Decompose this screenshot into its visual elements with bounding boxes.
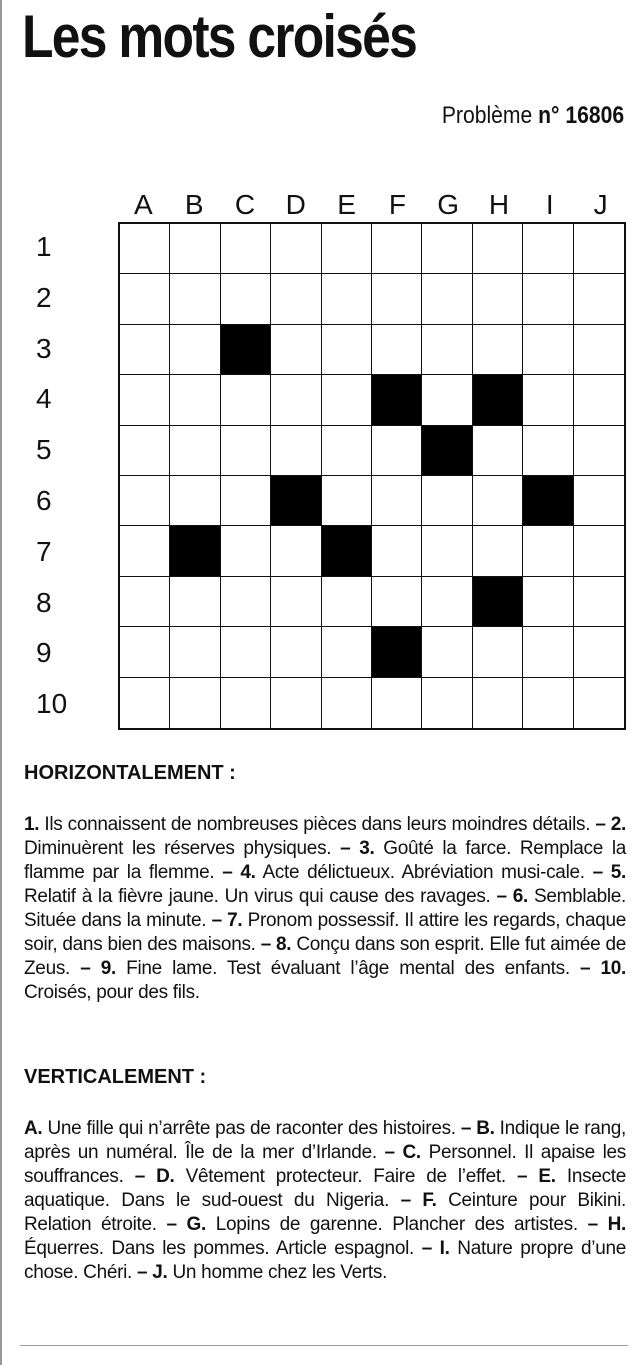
grid-cell[interactable]: [170, 274, 220, 324]
clue-text: Indique le rang, après un numéral. Île de la mer d’Irlande.: [24, 1118, 627, 1163]
row-number: 2: [36, 281, 52, 313]
grid-cell[interactable]: [422, 274, 472, 324]
clue-separator: –: [222, 862, 241, 883]
grid-cell[interactable]: [120, 476, 170, 526]
grid-cell[interactable]: [271, 325, 321, 375]
grid-cell[interactable]: [271, 577, 321, 627]
grid-cell[interactable]: [271, 426, 321, 476]
grid-cell[interactable]: [422, 526, 472, 576]
row-number: 9: [36, 637, 52, 669]
grid-cell[interactable]: [422, 577, 472, 627]
clue-number: 7.: [227, 910, 243, 931]
clue-separator: –: [400, 1190, 423, 1211]
clue-number: 10.: [600, 958, 626, 979]
grid-cell[interactable]: [271, 526, 321, 576]
grid-cell[interactable]: [322, 375, 372, 425]
grid-cell[interactable]: [422, 325, 472, 375]
grid-cell[interactable]: [170, 325, 220, 375]
grid-cell[interactable]: [372, 325, 422, 375]
vertical-clues: [24, 1117, 626, 1285]
clue-separator: –: [592, 862, 611, 883]
grid-cell[interactable]: [523, 627, 573, 677]
column-letter: E: [337, 189, 356, 220]
clue-number: A.: [24, 1118, 43, 1139]
problem-label: Problème: [441, 102, 533, 129]
clue-text: Insecte aquatique. Dans le sud-ouest du Nigeria.: [24, 1166, 627, 1211]
clue-number: D.: [156, 1166, 175, 1187]
grid-cell[interactable]: [523, 325, 573, 375]
grid-cell[interactable]: [170, 627, 220, 677]
grid-cell[interactable]: [372, 224, 422, 274]
clue-number: B.: [476, 1118, 495, 1139]
row-numbers: [20, 222, 80, 730]
clue-text: Relatif à la fièvre jaune. Un virus qui cause des ravages.: [24, 886, 491, 907]
grid-cell[interactable]: [170, 375, 220, 425]
grid-cell[interactable]: [372, 678, 422, 728]
grid-cell[interactable]: [574, 426, 624, 476]
row-number: 10: [36, 688, 68, 720]
column-letter: H: [488, 189, 510, 220]
clue-text: Fine lame. Test évaluant l’âge mental des enfants.: [126, 958, 570, 979]
grid-cell[interactable]: [271, 224, 321, 274]
grid-cell[interactable]: [120, 678, 170, 728]
grid-cell[interactable]: [372, 577, 422, 627]
clue-text: Semblable. Située dans la minute.: [24, 886, 627, 931]
grid-cell[interactable]: [473, 274, 523, 324]
clue-text: Une fille qui n’arrête pas de raconter des histoires.: [47, 1118, 456, 1139]
grid-cell[interactable]: [271, 375, 321, 425]
clue-number: 5.: [610, 862, 627, 883]
clue-text: Acte délictueux. Abréviation musi-cale.: [262, 862, 585, 883]
grid-cell-black: [372, 627, 422, 677]
grid-cell[interactable]: [473, 224, 523, 274]
clue-text: Ceinture pour Bikini. Relation étroite.: [24, 1190, 626, 1235]
row-number: 1: [36, 231, 52, 262]
grid-cell[interactable]: [473, 678, 523, 728]
grid-cell[interactable]: [120, 526, 170, 576]
grid-cell[interactable]: [221, 526, 271, 576]
clue-text: Ils connaissent de nombreuses pièces dans leurs moindres détails.: [44, 814, 591, 835]
clue-number: 4.: [240, 862, 256, 883]
grid-cell-black: [322, 526, 372, 576]
clue-number: J.: [152, 1262, 168, 1283]
grid-cell[interactable]: [322, 627, 372, 677]
clue-text: Diminuèrent les réserves physiques.: [24, 838, 332, 859]
grid-cell[interactable]: [574, 476, 624, 526]
problem-number-prefix: n°: [538, 102, 560, 129]
clue-number: 9.: [100, 958, 116, 979]
grid-cell[interactable]: [574, 678, 624, 728]
clue-text: Personnel. Il apaise les souffrances.: [24, 1142, 627, 1187]
grid-cell[interactable]: [221, 274, 271, 324]
grid-cell[interactable]: [322, 224, 372, 274]
grid-cell[interactable]: [523, 678, 573, 728]
clue-text: Nature propre d’une chose. Chéri.: [24, 1238, 626, 1283]
grid-cell[interactable]: [170, 426, 220, 476]
grid-cell[interactable]: [523, 224, 573, 274]
column-letter: C: [234, 189, 256, 220]
clue-separator: –: [421, 1238, 440, 1259]
clue-number: H.: [607, 1214, 627, 1235]
grid-cell-black: [221, 325, 271, 375]
grid-cell[interactable]: [422, 627, 472, 677]
grid-cell-black: [170, 526, 220, 576]
grid-cell[interactable]: [322, 476, 372, 526]
clue-separator: –: [80, 958, 101, 979]
clue-number: 6.: [512, 886, 528, 907]
grid-cell[interactable]: [372, 274, 422, 324]
clue-number: 1.: [24, 814, 40, 835]
grid-cell[interactable]: [523, 577, 573, 627]
grid-cell[interactable]: [170, 678, 220, 728]
column-letters: [118, 188, 626, 222]
grid-cell-black: [271, 476, 321, 526]
clue-text: Goûté la farce. Remplace la flamme par la flemme.: [24, 838, 627, 883]
grid-cell[interactable]: [574, 375, 624, 425]
grid-cell[interactable]: [422, 224, 472, 274]
bottom-divider: [20, 1345, 628, 1346]
horizontal-heading: HORIZONTALEMENT :: [24, 762, 236, 784]
grid-cell[interactable]: [473, 627, 523, 677]
column-letter: I: [545, 189, 554, 220]
grid-cell[interactable]: [473, 325, 523, 375]
clue-number: G.: [186, 1214, 206, 1235]
grid-cell[interactable]: [574, 577, 624, 627]
grid-cell-black: [523, 476, 573, 526]
clue-text: Équerres. Dans les pommes. Article espagnol.: [24, 1238, 414, 1259]
clue-text: Lopins de garenne. Plancher des artistes.: [215, 1214, 578, 1235]
grid-cell[interactable]: [372, 476, 422, 526]
grid-cell[interactable]: [271, 274, 321, 324]
grid-cell[interactable]: [120, 627, 170, 677]
grid-cell[interactable]: [120, 274, 170, 324]
clue-number: 2.: [610, 814, 627, 835]
grid-cell[interactable]: [120, 224, 170, 274]
grid-cell[interactable]: [473, 526, 523, 576]
grid-cell[interactable]: [574, 526, 624, 576]
clue-separator: –: [340, 838, 360, 859]
clue-number: 3.: [359, 838, 375, 859]
row-number: 4: [36, 383, 52, 415]
grid-cell[interactable]: [574, 224, 624, 274]
grid-cell[interactable]: [322, 426, 372, 476]
column-letter: J: [593, 189, 608, 220]
problem-number: [442, 102, 624, 130]
vertical-heading: VERTICALEMENT :: [24, 1066, 207, 1088]
grid-cell-black: [473, 577, 523, 627]
clue-separator: –: [211, 910, 228, 931]
grid-cell[interactable]: [422, 678, 472, 728]
grid-cell[interactable]: [120, 577, 170, 627]
horizontal-clues: [24, 813, 626, 1005]
grid-cell[interactable]: [221, 375, 271, 425]
grid-cell[interactable]: [322, 325, 372, 375]
grid-cell[interactable]: [322, 678, 372, 728]
row-number: 6: [36, 484, 52, 516]
clue-number: E.: [538, 1166, 556, 1187]
column-letter: G: [437, 189, 460, 220]
grid-cell[interactable]: [473, 426, 523, 476]
clue-text: Un homme chez les Verts.: [172, 1262, 388, 1283]
grid-cell[interactable]: [372, 526, 422, 576]
grid-cell[interactable]: [170, 577, 220, 627]
clue-text: Pronom possessif. Il attire les regards, chaque soir, dans bien des maisons.: [24, 910, 627, 955]
grid-cell[interactable]: [120, 375, 170, 425]
clue-separator: –: [134, 1166, 157, 1187]
row-number: 8: [36, 586, 52, 618]
clue-separator: –: [587, 1214, 608, 1235]
clue-text: Conçu dans son esprit. Elle fut aimée de Zeus.: [24, 934, 626, 979]
grid-cell[interactable]: [322, 577, 372, 627]
grid-cell[interactable]: [221, 224, 271, 274]
grid-cell[interactable]: [523, 426, 573, 476]
grid-cell[interactable]: [120, 426, 170, 476]
clue-separator: –: [496, 886, 513, 907]
grid-cell[interactable]: [422, 476, 472, 526]
page-title: Les mots croisés: [22, 3, 417, 70]
grid-cell[interactable]: [221, 476, 271, 526]
clue-separator: –: [460, 1118, 477, 1139]
row-number: 3: [36, 332, 52, 364]
clue-separator: –: [580, 958, 601, 979]
clue-number: F.: [422, 1190, 437, 1211]
column-letter: B: [184, 189, 204, 220]
row-number: 7: [36, 535, 52, 567]
clue-separator: –: [137, 1262, 153, 1283]
grid-cell[interactable]: [271, 678, 321, 728]
grid-cell[interactable]: [422, 375, 472, 425]
grid-cell[interactable]: [221, 678, 271, 728]
grid-cell[interactable]: [221, 426, 271, 476]
grid-cell[interactable]: [322, 274, 372, 324]
column-letter: D: [285, 189, 306, 220]
column-letter: F: [388, 189, 406, 220]
grid-cell[interactable]: [170, 476, 220, 526]
grid-cell[interactable]: [523, 375, 573, 425]
clue-number: 8.: [276, 934, 292, 955]
grid-cell[interactable]: [271, 627, 321, 677]
clue-number: C.: [402, 1142, 421, 1163]
clue-text: Croisés, pour des fils.: [24, 982, 200, 1003]
grid-cell[interactable]: [523, 274, 573, 324]
grid-cell-black: [473, 375, 523, 425]
clue-separator: –: [260, 934, 277, 955]
grid-cell[interactable]: [574, 627, 624, 677]
grid-cell[interactable]: [221, 627, 271, 677]
grid-cell[interactable]: [170, 224, 220, 274]
problem-number-value: 16806: [565, 102, 624, 129]
clue-number: I.: [439, 1238, 450, 1259]
grid-cell[interactable]: [120, 325, 170, 375]
grid-cell-black: [372, 375, 422, 425]
grid-cell-black: [422, 426, 472, 476]
clue-separator: –: [166, 1214, 187, 1235]
grid-cell[interactable]: [574, 274, 624, 324]
clue-separator: –: [516, 1166, 539, 1187]
clue-separator: –: [595, 814, 611, 835]
grid-cell[interactable]: [574, 325, 624, 375]
crossword-grid: [118, 222, 626, 730]
grid-cell[interactable]: [221, 577, 271, 627]
row-number: 5: [36, 434, 52, 466]
left-border-line: [0, 0, 2, 1365]
grid-cell[interactable]: [523, 526, 573, 576]
grid-cell[interactable]: [473, 476, 523, 526]
grid-cell[interactable]: [372, 426, 422, 476]
column-letter: A: [134, 189, 153, 220]
clue-separator: –: [384, 1142, 403, 1163]
clue-text: Vêtement protecteur. Faire de l’effet.: [185, 1166, 506, 1187]
